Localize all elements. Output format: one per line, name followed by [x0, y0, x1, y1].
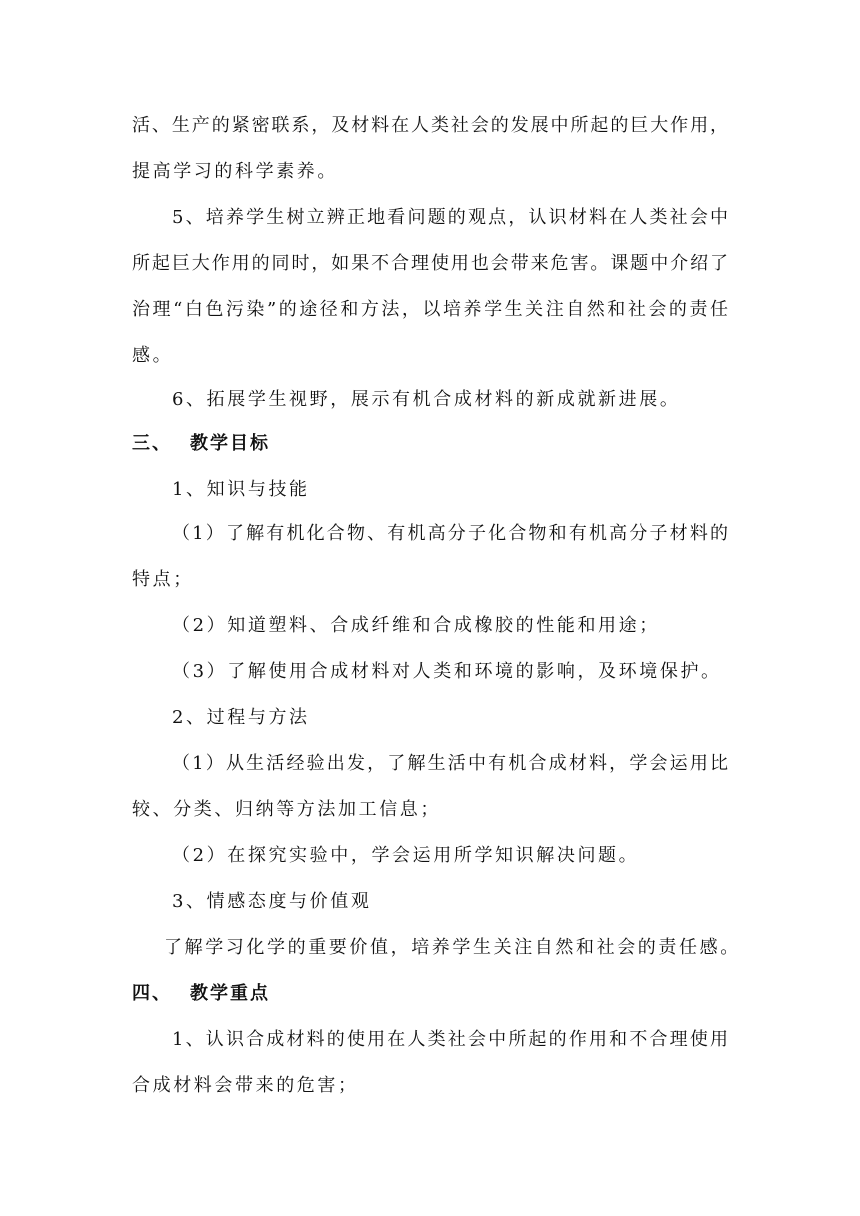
- section-4-heading: [132, 982, 270, 1006]
- section-4-item-1-line-1: 1、认识合成材料的使用在人类社会中所起的作用和不合理使用: [172, 1029, 728, 1050]
- section-3-item-3-title: 3、情感态度与价值观: [172, 891, 372, 912]
- section-3-item-2-title: 2、过程与方法: [172, 707, 310, 728]
- section-3-item-1-1-line-2: 特点；: [132, 569, 194, 590]
- paragraph-6: 6、拓展学生视野，展示有机合成材料的新成就新进展。: [172, 389, 681, 410]
- paragraph-5-line-3: 治理“白色污染”的途径和方法，以培养学生关注自然和社会的责任: [132, 299, 728, 320]
- paragraph-4-continuation-line-2: 提高学习的科学素养。: [132, 161, 338, 182]
- section-4-item-1-line-2: 合成材料会带来的危害；: [132, 1075, 359, 1096]
- section-3-item-2-1-line-2: 较、分类、归纳等方法加工信息；: [132, 799, 441, 820]
- section-3-item-1-2: （2）知道塑料、合成纤维和合成橡胶的性能和用途；: [172, 615, 660, 636]
- paragraph-5-line-1: 5、培养学生树立辨正地看问题的观点，认识材料在人类社会中: [172, 207, 728, 228]
- section-3-title: 教学目标: [190, 433, 270, 454]
- paragraph-5-line-4: 感。: [132, 345, 174, 366]
- section-4-number: 四、: [132, 983, 172, 1004]
- section-3-item-1-title: 1、知识与技能: [172, 479, 310, 500]
- section-3-item-2-2: （2）在探究实验中，学会运用所学知识解决问题。: [172, 845, 640, 866]
- section-4-title: 教学重点: [190, 983, 270, 1004]
- section-3-heading: [132, 432, 270, 456]
- section-3-item-1-1-line-1: （1）了解有机化合物、有机高分子化合物和有机高分子材料的: [172, 523, 728, 544]
- section-3-number: 三、: [132, 433, 172, 454]
- section-3-item-1-3: （3）了解使用合成材料对人类和环境的影响，及环境保护。: [172, 661, 722, 682]
- paragraph-4-continuation-line-1: 活、生产的紧密联系，及材料在人类社会的发展中所起的巨大作用，: [132, 115, 728, 136]
- section-3-item-3-text: 了解学习化学的重要价值，培养学生关注自然和社会的责任感。: [164, 937, 741, 958]
- section-3-item-2-1-line-1: （1）从生活经验出发，了解生活中有机合成材料，学会运用比: [172, 753, 728, 774]
- paragraph-5-line-2: 所起巨大作用的同时，如果不合理使用也会带来危害。课题中介绍了: [132, 253, 728, 274]
